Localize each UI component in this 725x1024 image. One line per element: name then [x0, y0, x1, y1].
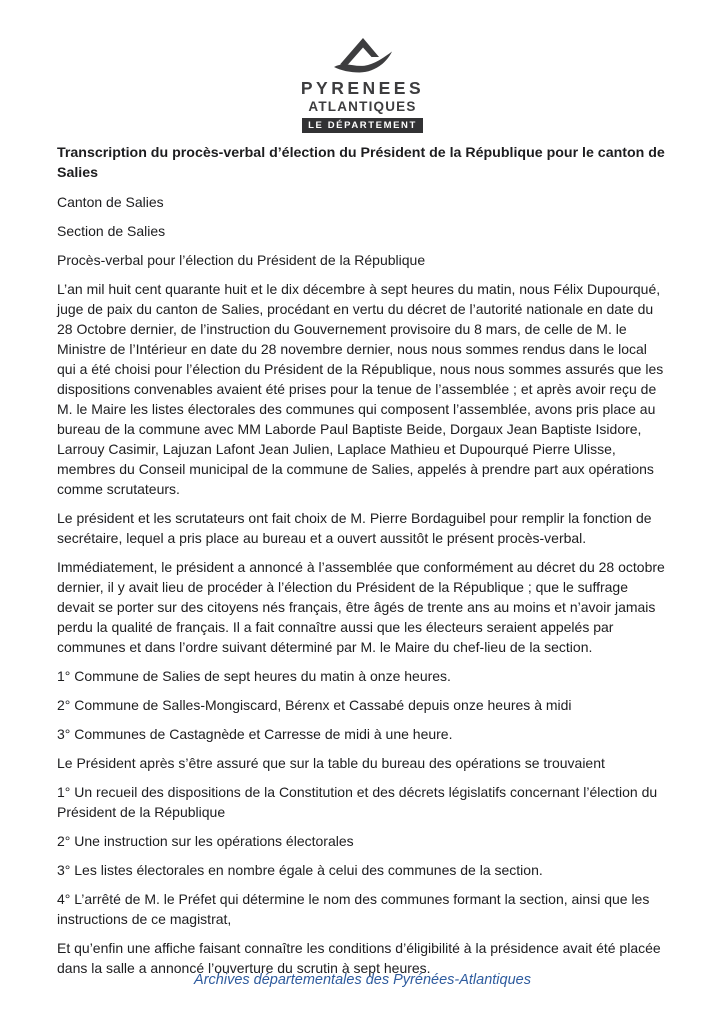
subtitle-line: Procès-verbal pour l’élection du Président de la République — [57, 251, 426, 268]
paragraph-announcement: Immédiatement, le président a annoncé à l’assemblée que conformément au décret du 28 octobre dernier, il y avait lieu de procéder à l’élection du Président de la République ; que le suffrage devait se porter sur des citoyens nés français, être âgés de trente ans au moins et n’avoir jamais perdu la qualité de français. Il a fait connaître aussi que les électeurs seraient appelés par communes et dans l’ordre suivant déterminé par M. le Maire du chef-lieu de la section. — [57, 558, 665, 655]
department-logo — [0, 0, 725, 133]
canton-line: Canton de Salies — [57, 193, 164, 210]
checklist-item-3: 3° Les listes électorales en nombre égale à celui des communes de la section. — [57, 861, 543, 878]
paragraph-closing: Et qu’enfin une affiche faisant connaître les conditions d’éligibilité à la présidence avait été placée dans la salle a annoncé l’ouverture du scrutin à sept heures. — [57, 939, 661, 976]
paragraph-table-check: Le Président après s’être assuré que sur la table du bureau des opérations se trouvaient — [57, 754, 605, 771]
logo-text-atlantiques: ATLANTIQUES — [308, 98, 417, 114]
checklist-item-2: 2° Une instruction sur les opérations électorales — [57, 832, 354, 849]
paragraph-opening: L’an mil huit cent quarante huit et le dix décembre à sept heures du matin, nous Félix Dupourqué, juge de paix du canton de Salies, procédant en vertu du décret de l’autorité nationale en date du 28 Octobre dernier, de l’instruction du Gouvernement provisoire du 8 mars, de celle de M. le Ministre de l’Intérieur en date du 28 novembre dernier, nous nous sommes rendus dans le local qui a été choisi pour l’élection du Président de la République, nous nous sommes assurés que les dispositions convenables avaient été prises pour la tenue de l’assemblée ; et après avoir reçu de M. le Maire les listes électorales des communes qui composent l’assemblée, avons pris place au bureau de la commune avec MM Laborde Paul Baptiste Beide, Dorgaux Jean Baptiste Isidore, Larrouy Casimir, Lajuzan Lafont Jean Julien, Laplace Mathieu et Dupourqué Pierre Ulisse, membres du Conseil municipal de la commune de Salies, appelés à prendre part aux opérations comme scrutateurs. — [57, 280, 664, 497]
archives-footer-credit: Archives départementales des Pyrénées-Atlantiques — [194, 972, 531, 988]
schedule-item-2: 2° Commune de Salles-Mongiscard, Bérenx et Cassabé depuis onze heures à midi — [57, 696, 572, 713]
schedule-item-3: 3° Communes de Castagnède et Carresse de midi à une heure. — [57, 725, 453, 742]
checklist-item-4: 4° L’arrêté de M. le Préfet qui détermine le nom des communes formant la section, ainsi que les instructions de ce magistrat, — [57, 890, 650, 927]
section-line: Section de Salies — [57, 222, 166, 239]
mountain-icon — [331, 36, 395, 76]
checklist-item-1: 1° Un recueil des dispositions de la Constitution et des décrets législatifs concernant l’élection du Président de la République — [57, 783, 658, 820]
paragraph-secretary: Le président et les scrutateurs ont fait choix de M. Pierre Bordaguibel pour remplir la fonction de secrétaire, lequel a pris place au bureau et a ouvert aussitôt le présent procès-verbal. — [57, 509, 652, 546]
document-title: Transcription du procès-verbal d’élection du Président de la République pour le canton de Salies — [57, 144, 665, 181]
schedule-item-1: 1° Commune de Salies de sept heures du matin à onze heures. — [57, 667, 451, 684]
document-body — [0, 133, 725, 978]
logo-text-pyrenees: PYRENEES — [300, 78, 425, 98]
logo-banner-le-departement: LE DÉPARTEMENT — [302, 118, 423, 133]
